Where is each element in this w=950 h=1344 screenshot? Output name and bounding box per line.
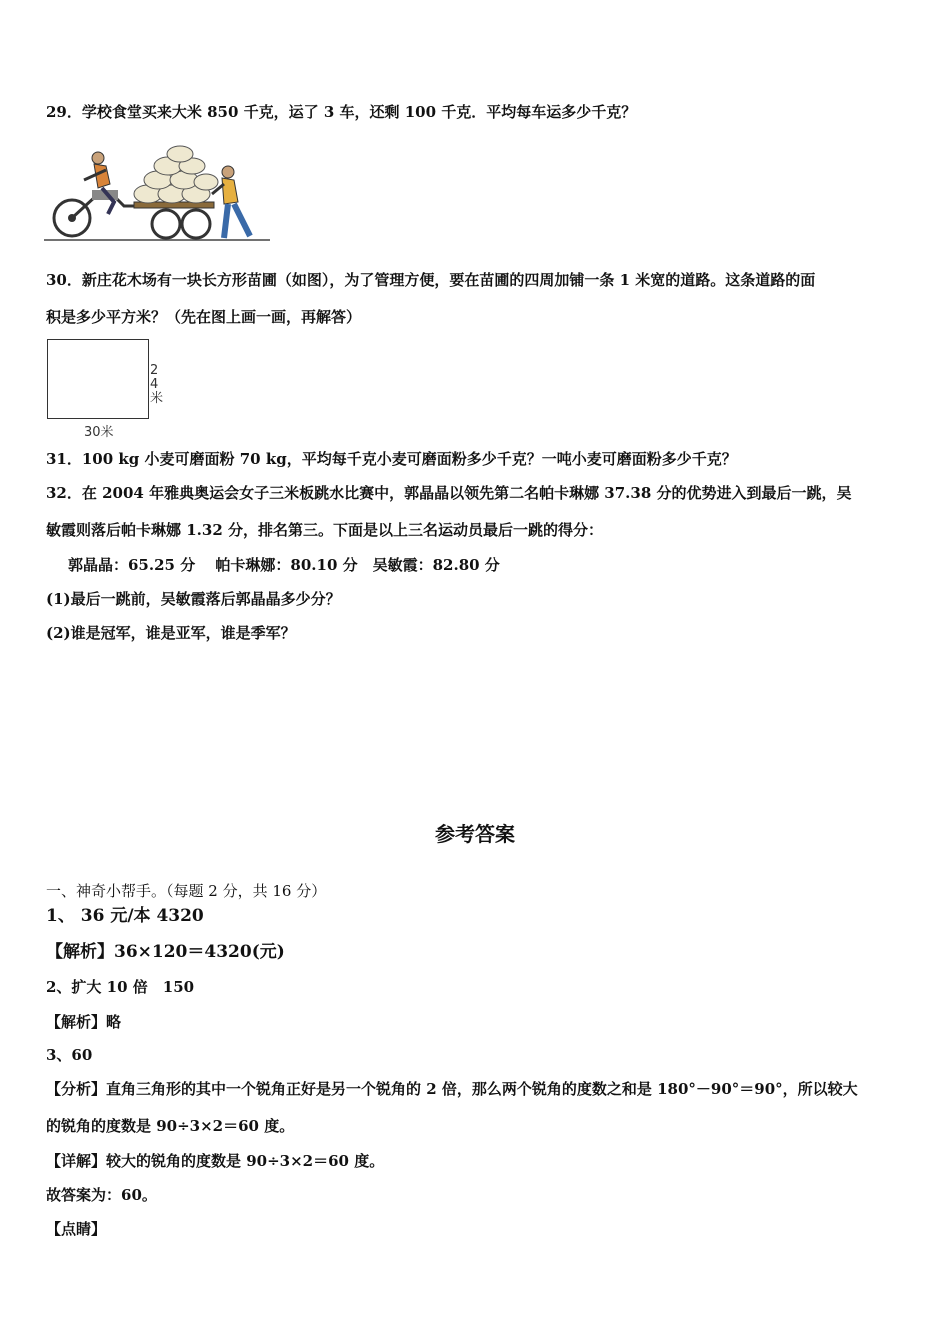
question-30-line-1: 30．新庄花木场有一块长方形苗圃（如图），为了管理方便，要在苗圃的四周加铺一条 1 米宽的道路。这条道路的面 [46, 271, 816, 289]
answer-2: 2、扩大 10 倍 150 [46, 978, 195, 996]
answer-2-analysis: 【解析】略 [46, 1013, 122, 1031]
question-32-scores: 郭晶晶：65.25 分 帕卡琳娜：80.10 分 吴敏霞：82.80 分 [68, 556, 500, 574]
question-32-sub-2: (2)谁是冠军，谁是亚军，谁是季军？ [46, 624, 296, 642]
answer-3-comment: 【点睛】 [46, 1220, 107, 1238]
answer-3-conclusion: 故答案为：60。 [46, 1186, 157, 1204]
question-32-sub-1: (1)最后一跳前，吴敏霞落后郭晶晶多少分？ [46, 590, 341, 608]
answer-1: 1、 36 元/本 4320 [46, 906, 204, 926]
rice-cart-illustration [44, 144, 270, 244]
height-label: 24米 [150, 363, 164, 406]
nursery-rectangle [47, 339, 149, 419]
question-30-line-2: 积是多少平方米？（先在图上画一画，再解答） [46, 308, 362, 326]
answer-3-analysis-line-1: 【分析】直角三角形的其中一个锐角正好是另一个锐角的 2 倍，那么两个锐角的度数之和是 180°－90°＝90°，所以较大 [46, 1080, 858, 1098]
answer-3-analysis-line-2: 的锐角的度数是 90÷3×2＝60 度。 [46, 1117, 295, 1135]
answer-1-analysis: 【解析】36×120＝4320(元) [46, 942, 285, 962]
answers-title: 参考答案 [435, 822, 515, 846]
answer-3: 3、60 [46, 1046, 93, 1064]
answer-3-detail: 【详解】较大的锐角的度数是 90÷3×2＝60 度。 [46, 1152, 385, 1170]
question-32-line-1: 32．在 2004 年雅典奥运会女子三米板跳水比赛中，郭晶晶以领先第二名帕卡琳娜 37.38 分的优势进入到最后一跳，吴 [46, 484, 852, 502]
width-label: 30米 [84, 425, 114, 440]
answers-section-1: 一、神奇小帮手。（每题 2 分，共 16 分） [46, 882, 327, 900]
question-29: 29．学校食堂买来大米 850 千克，运了 3 车，还剩 100 千克．平均每车运多少千克？ [46, 103, 637, 121]
question-31: 31．100 kg 小麦可磨面粉 70 kg，平均每千克小麦可磨面粉多少千克？一吨小麦可磨面粉多少千克？ [46, 450, 737, 468]
question-32-line-2: 敏霞则落后帕卡琳娜 1.32 分，排名第三。下面是以上三名运动员最后一跳的得分： [46, 521, 603, 539]
